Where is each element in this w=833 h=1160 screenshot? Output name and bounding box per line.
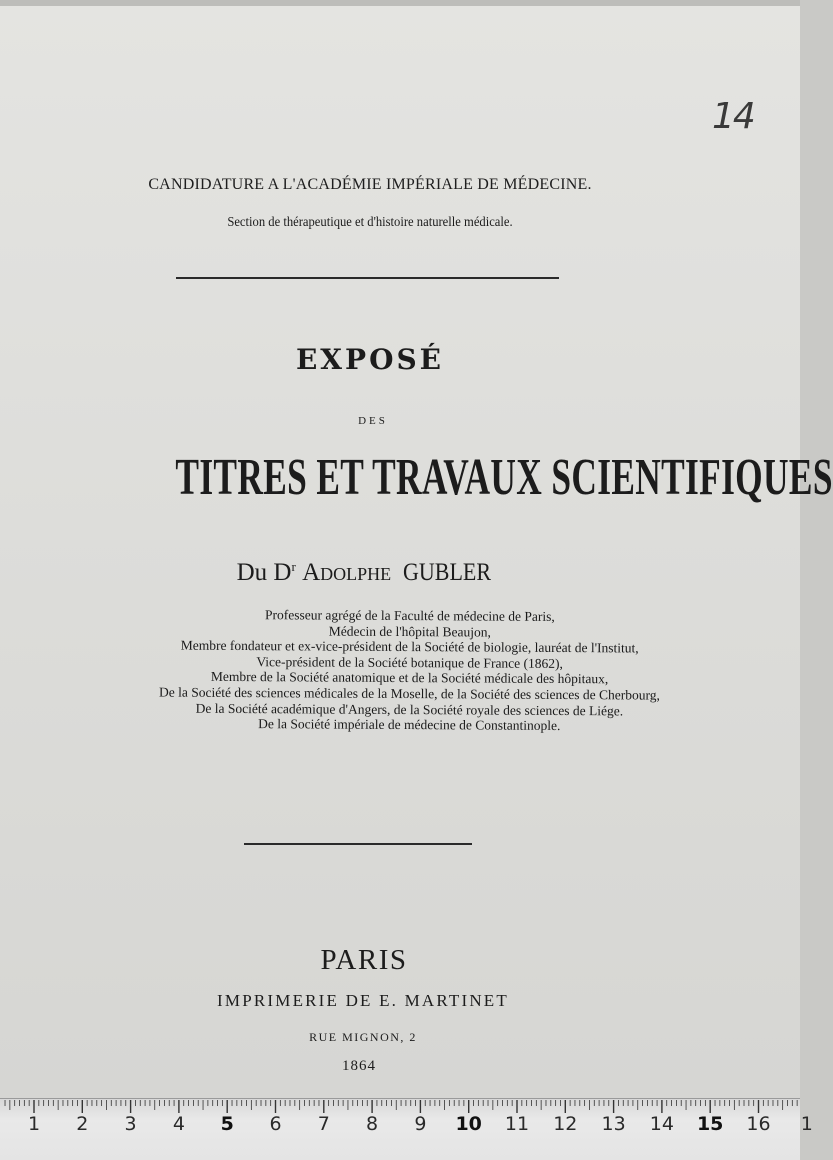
ruler-number: 2 bbox=[76, 1113, 89, 1135]
credential-line: Membre de la Société anatomique et de la Société médicale des hôpitaux, bbox=[210, 669, 609, 687]
bottom-divider bbox=[244, 843, 472, 845]
main-title: TITRES ET TRAVAUX SCIENTIFIQUES bbox=[175, 449, 833, 506]
imprint-printer: IMPRIMERIE DE E. MARTINET bbox=[217, 991, 509, 1010]
credential-line: Membre fondateur et ex-vice-président de la Société de biologie, lauréat de l'Institut, bbox=[180, 637, 639, 656]
ruler-number: 16 bbox=[746, 1113, 771, 1135]
top-divider bbox=[176, 277, 559, 279]
ruler-number: 4 bbox=[172, 1113, 185, 1135]
ruler-number: 15 bbox=[696, 1113, 724, 1135]
expose-heading: EXPOSÉ bbox=[295, 343, 445, 376]
measuring-ruler bbox=[0, 1098, 813, 1160]
ruler-ticks bbox=[0, 1099, 800, 1160]
section-subheading: Section de thérapeutique et d'histoire naturelle médicale. bbox=[227, 215, 513, 230]
folio-number: 14 bbox=[712, 96, 754, 137]
ruler-number: 6 bbox=[269, 1113, 282, 1135]
ruler-number: 14 bbox=[649, 1113, 674, 1135]
ruler-number: 1 bbox=[800, 1113, 813, 1135]
ruler-number: 13 bbox=[601, 1113, 626, 1135]
page-edge bbox=[0, 0, 800, 6]
credential-line: De la Société des sciences médicales de la Moselle, de la Société des sciences de Cherbourg, bbox=[158, 684, 660, 703]
ruler-number: 12 bbox=[553, 1113, 578, 1135]
ruler-number: 1 bbox=[27, 1113, 41, 1135]
imprint-year: 1864 bbox=[342, 1058, 376, 1074]
ruler-number: 3 bbox=[124, 1113, 137, 1135]
ruler-number: 10 bbox=[455, 1113, 482, 1135]
author-prefix: Du D bbox=[236, 559, 292, 586]
credential-line: Médecin de l'hôpital Beaujon, bbox=[328, 623, 491, 640]
author-line bbox=[0, 559, 734, 587]
author-prefix-sup: r bbox=[291, 559, 296, 574]
credential-line: Professeur agrégé de la Faculté de médecine de Paris, bbox=[265, 607, 555, 624]
credential-line: De la Société impériale de médecine de Constantinople. bbox=[258, 716, 561, 734]
ruler-number: 8 bbox=[366, 1113, 379, 1135]
des-heading: DES bbox=[358, 415, 388, 427]
author-firstname: Adolphe bbox=[302, 559, 392, 586]
candidature-heading: CANDIDATURE A L'ACADÉMIE IMPÉRIALE DE MÉDECINE. bbox=[148, 176, 592, 193]
author-surname: GUBLER bbox=[403, 559, 492, 586]
credential-line: Vice-président de la Société botanique de France (1862), bbox=[256, 653, 563, 671]
imprint-address: RUE MIGNON, 2 bbox=[309, 1030, 417, 1044]
imprint-city: PARIS bbox=[320, 944, 408, 976]
ruler-number: 9 bbox=[414, 1113, 427, 1135]
credentials-list bbox=[69, 606, 750, 735]
ruler-number: 5 bbox=[220, 1113, 234, 1135]
ruler-number: 7 bbox=[317, 1113, 330, 1135]
credential-line: De la Société académique d'Angers, de la Société royale des sciences de Liége. bbox=[195, 700, 624, 718]
ruler-number: 11 bbox=[504, 1113, 530, 1135]
